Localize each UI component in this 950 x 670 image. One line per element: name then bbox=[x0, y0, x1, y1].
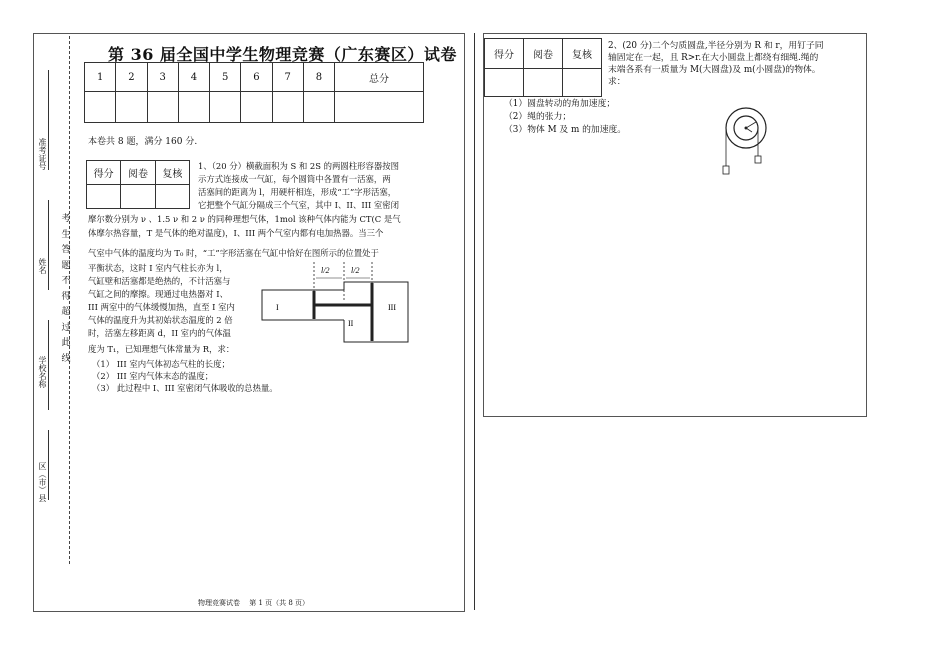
district-line bbox=[48, 430, 50, 500]
grader-header: 阅卷 bbox=[524, 39, 563, 69]
question-item: （1）圆盘转动的角加速度； bbox=[504, 99, 616, 109]
warning-char: 题 bbox=[61, 260, 71, 271]
warning-char: 答 bbox=[61, 245, 71, 255]
grader-header: 复核 bbox=[563, 39, 602, 69]
question-item: （2）绳的张力； bbox=[504, 112, 572, 122]
score-col-header: 1 bbox=[85, 63, 116, 92]
problem1-line: 活塞间的距离为 l，用硬杆相连，形成“工”字形活塞， bbox=[198, 187, 397, 197]
page-title: 第 36 届全国中学生物理竞赛（广东赛区）试卷 bbox=[108, 45, 457, 64]
score-col-header: 3 bbox=[147, 63, 178, 92]
problem1-line: 气缸之间的摩擦。现通过电热器对 I、 bbox=[88, 289, 228, 299]
score-col-header: 6 bbox=[241, 63, 272, 92]
problem2-line: 求： bbox=[608, 77, 626, 87]
problem2-questions bbox=[504, 98, 626, 137]
problem1-line: 气室中气体的温度均为 T₀ 时，“工”字形活塞在气缸中恰好在图所示的位置处于 bbox=[88, 248, 379, 258]
score-col-header: 5 bbox=[210, 63, 241, 92]
question-item: （1） III 室内气体初态气柱的长度； bbox=[92, 359, 230, 369]
score-col-header: 4 bbox=[178, 63, 209, 92]
district-label: 区（市）县 bbox=[38, 462, 47, 502]
warning-char: 线 bbox=[61, 353, 71, 364]
question-item: （3） 此过程中 I、III 室密闭气体吸收的总热量。 bbox=[92, 383, 278, 393]
grader-cell[interactable] bbox=[485, 69, 524, 97]
page-footer: 物理竞赛试卷 第 1 页（共 8 页） bbox=[198, 599, 310, 607]
problem1-questions bbox=[92, 358, 278, 394]
figure-label-room2: II bbox=[348, 319, 354, 328]
warning-char: 不 bbox=[61, 276, 71, 286]
problem2-line: 2、(20 分)二个匀质圆盘,半径分别为 R 和 r，用钉子同 bbox=[608, 41, 824, 51]
score-col-header: 7 bbox=[272, 63, 303, 92]
warning-char: 考 bbox=[61, 214, 71, 224]
question-item: （3）物体 M 及 m 的加速度。 bbox=[504, 125, 627, 135]
center-divider bbox=[474, 33, 475, 610]
score-cell[interactable] bbox=[241, 92, 272, 123]
problem1-line: 时，活塞左移距离 d，II 室内的气体温 bbox=[88, 328, 231, 338]
problem2-text bbox=[608, 40, 824, 88]
grader-header: 复核 bbox=[155, 161, 189, 185]
score-cell[interactable] bbox=[147, 92, 178, 123]
problem1-line: 度为 T₁，已知理想气体常量为 R，求： bbox=[88, 344, 235, 354]
name-line bbox=[48, 200, 50, 290]
figure-label-half-l-1: l/2 bbox=[321, 266, 330, 275]
disc-pulley-figure bbox=[716, 104, 776, 184]
score-cell[interactable] bbox=[272, 92, 303, 123]
score-table bbox=[84, 62, 424, 123]
grader-cell[interactable] bbox=[155, 185, 189, 209]
exam-id-line bbox=[48, 70, 50, 170]
score-col-header: 2 bbox=[116, 63, 147, 92]
problem1-line: 体摩尔热容量，T 是气体的绝对温度)，I、III 两个气室内都有电加热器。当三个 bbox=[88, 228, 384, 238]
figure-label-room3: III bbox=[388, 303, 396, 312]
figure-label-room1: I bbox=[276, 303, 279, 312]
exam-intro: 本卷共 8 题，满分 160 分. bbox=[88, 137, 198, 147]
grader-cell[interactable] bbox=[524, 69, 563, 97]
school-label: 学校名称 bbox=[38, 356, 47, 388]
score-cell[interactable] bbox=[85, 92, 116, 123]
grader-table-p2 bbox=[484, 38, 602, 97]
grader-cell[interactable] bbox=[87, 185, 121, 209]
score-col-header: 8 bbox=[303, 63, 334, 92]
problem1-line: 气缸壁和活塞都是绝热的，不计活塞与 bbox=[88, 276, 231, 286]
question-item: （2） III 室内气体末态的温度； bbox=[92, 371, 214, 381]
grader-header: 得分 bbox=[87, 161, 121, 185]
problem1-line: 气体的温度升为其初始状态温度的 2 倍 bbox=[88, 315, 233, 325]
figure-label-half-l-2: l/2 bbox=[351, 266, 360, 275]
problem2-line: 轴固定在一起，且 R>r.在大小圆盘上都绕有细绳.绳的 bbox=[608, 53, 819, 63]
school-line bbox=[48, 320, 50, 410]
problem1-full-text bbox=[88, 212, 401, 260]
name-label: 姓名 bbox=[38, 258, 47, 274]
warning-char: 此 bbox=[61, 338, 71, 348]
score-cell[interactable] bbox=[335, 92, 424, 123]
exam-id-label: 准考证号 bbox=[38, 138, 47, 170]
grader-cell[interactable] bbox=[563, 69, 602, 97]
score-cell[interactable] bbox=[178, 92, 209, 123]
problem1-line: 示方式连接成一气缸，每个圆筒中各置有一活塞，两 bbox=[198, 174, 391, 184]
problem1-line: 平衡状态，这时 I 室内气柱长亦为 l， bbox=[88, 263, 228, 273]
grader-table-p1 bbox=[86, 160, 190, 209]
warning-char: 超 bbox=[61, 307, 71, 317]
binding-warning bbox=[60, 212, 72, 367]
warning-char: 生 bbox=[61, 229, 71, 240]
score-cell[interactable] bbox=[116, 92, 147, 123]
problem1-line: 它把整个气缸分隔成三个气室，其中 I、II、III 室密闭 bbox=[198, 200, 400, 210]
grader-cell[interactable] bbox=[121, 185, 155, 209]
grader-header: 阅卷 bbox=[121, 161, 155, 185]
score-col-header: 总分 bbox=[335, 63, 424, 92]
cylinder-piston-figure bbox=[258, 258, 418, 358]
warning-char: 得 bbox=[61, 291, 71, 302]
problem1-line: III 两室中的气体缓慢加热，直至 I 室内 bbox=[88, 302, 235, 312]
problem2-line: 末端各系有一质量为 M(大圆盘)及 m(小圆盘)的物体。 bbox=[608, 65, 821, 75]
problem1-line: 1、（20 分）横截面积为 S 和 2S 的两圆柱形容器按图 bbox=[198, 161, 400, 171]
problem1-wrapped-text-2 bbox=[88, 262, 235, 356]
score-cell[interactable] bbox=[303, 92, 334, 123]
grader-header: 得分 bbox=[485, 39, 524, 69]
problem1-wrapped-text bbox=[198, 160, 399, 212]
warning-char: 过 bbox=[61, 322, 71, 333]
problem1-line: 摩尔数分别为 ν 、1.5 ν 和 2 ν 的同种理想气体，1mol 该种气体内能为 CT(C 是气 bbox=[88, 214, 401, 224]
score-cell[interactable] bbox=[210, 92, 241, 123]
